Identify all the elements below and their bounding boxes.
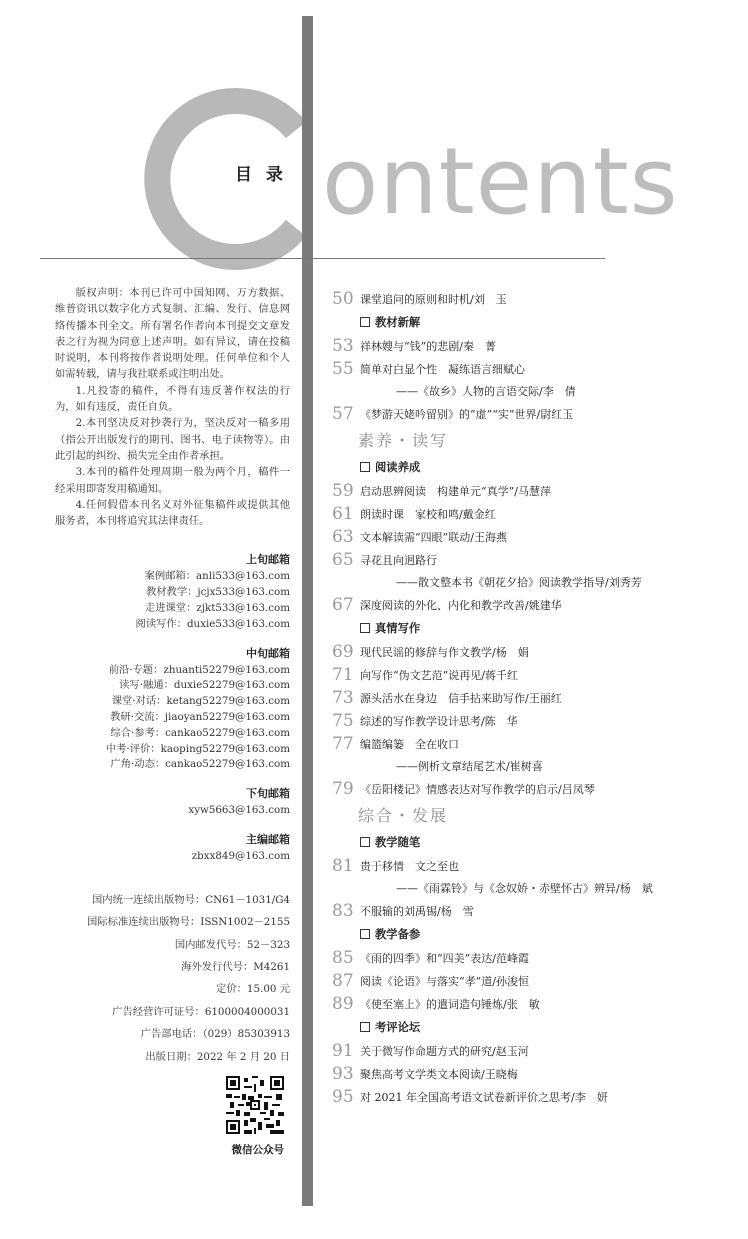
mailbox-title: 中旬邮箱 [246, 646, 290, 660]
toc-page-number: 75 [332, 711, 354, 731]
mailbox-middle [55, 645, 290, 774]
mail-row: 阅读写作：duxie533@163.com [135, 617, 290, 630]
mail-row: 课堂·对话：ketang52279@163.com [111, 695, 290, 708]
toc-item[interactable] [332, 710, 732, 733]
pub-row: 广告经营许可证号：6100004000031 [112, 1005, 290, 1018]
toc-title: 简单对白显个性 凝练语言细赋心 [360, 363, 525, 376]
pub-row: 出版日期：2022 年 2 月 20 日 [145, 1050, 290, 1063]
subsection-label: 教学随笔 [375, 836, 421, 849]
toc-title: 贵于移情 文之至也 [360, 860, 459, 873]
subsection-label: 教学备参 [375, 928, 421, 941]
subsection-label: 阅读养成 [375, 461, 421, 474]
toc-item[interactable] [332, 947, 732, 970]
copyright-paragraph: 4.任何假借本刊名义对外征集稿件或提供其他服务者，本刊将追究其法律责任。 [55, 498, 290, 528]
qr-code-icon [226, 1076, 284, 1134]
toc-item[interactable] [332, 1040, 732, 1063]
toc-item[interactable] [332, 403, 732, 426]
toc-item[interactable] [332, 1063, 732, 1086]
toc-title: 现代民谣的修辞与作文教学/杨 娟 [360, 646, 529, 659]
toc-page-number: 89 [332, 994, 354, 1014]
toc-page-number: 65 [332, 550, 354, 570]
toc-page-number: 67 [332, 595, 354, 615]
toc-column [332, 288, 732, 1109]
mail-row: zbxx849@163.com [191, 850, 290, 863]
toc-title: 祥林嫂与“钱”的悲剧/秦 菁 [360, 340, 496, 353]
toc-item[interactable] [332, 687, 732, 710]
toc-title: 聚焦高考文学类文本阅读/王晓梅 [360, 1068, 518, 1081]
subsection-label: 真情写作 [375, 622, 421, 635]
subsection-label: 教材新解 [375, 316, 421, 329]
subsection-heading [332, 311, 732, 335]
mail-row: 案例邮箱：anli533@163.com [144, 570, 290, 583]
checkbox-square-icon [360, 462, 370, 472]
toc-item[interactable] [332, 358, 732, 403]
toc-title: 对 2021 年全国高考语文试卷新评价之思考/李 妍 [360, 1091, 608, 1104]
pub-row: 海外发行代号：M4261 [181, 961, 290, 974]
copyright-paragraph: 2.本刊坚决反对抄袭行为，坚决反对一稿多用（指公开出版发行的期刊、图书、电子读物等）。由此引起的纠纷、损失完全由作者承担。 [55, 417, 290, 462]
toc-page-number: 93 [332, 1064, 354, 1084]
checkbox-square-icon [360, 317, 370, 327]
subsection-heading [332, 831, 732, 855]
toc-page-number: 57 [332, 404, 354, 424]
toc-item[interactable] [332, 778, 732, 801]
mail-row: 综合·参考：cankao52279@163.com [110, 726, 290, 739]
toc-subtitle: ——例析文章结尾艺术/崔树喜 [396, 760, 543, 773]
toc-title: 深度阅读的外化、内化和教学改善/姚建华 [360, 599, 562, 612]
toc-page-number: 87 [332, 971, 354, 991]
toc-subtitle: ——《故乡》人物的言语交际/李 倩 [396, 385, 576, 398]
toc-item[interactable] [332, 733, 732, 778]
toc-item[interactable] [332, 526, 732, 549]
toc-title: 《使至塞上》的遣词造句锤炼/张 敏 [360, 998, 540, 1011]
checkbox-square-icon [360, 623, 370, 633]
toc-page-number: 50 [332, 289, 354, 309]
toc-item[interactable] [332, 288, 732, 311]
toc-item[interactable] [332, 594, 732, 617]
toc-item[interactable] [332, 1086, 732, 1109]
toc-page-number: 83 [332, 901, 354, 921]
toc-item[interactable] [332, 970, 732, 993]
horizontal-divider [40, 258, 605, 259]
subsection-heading [332, 923, 732, 947]
mail-row: 教研·交流：jiaoyan52279@163.com [110, 711, 290, 724]
toc-page-number: 53 [332, 336, 354, 356]
mailbox-title: 上旬邮箱 [246, 553, 290, 567]
toc-title: 文本解读需“四眼”联动/王海燕 [360, 531, 507, 544]
toc-title: 《雨的四季》和“四美”表达/范峰霞 [360, 952, 529, 965]
toc-item[interactable] [332, 855, 732, 900]
pub-row: 国内邮发代号：52－323 [174, 938, 290, 951]
toc-title: 编篮编篓 全在收口 [360, 738, 459, 751]
mail-row: 读写·融通：duxie52279@163.com [119, 679, 290, 692]
qr-label: 微信公众号 [231, 1144, 284, 1157]
mailbox-upper [55, 551, 290, 632]
left-column [55, 285, 290, 1157]
pub-row: 国内统一连续出版物号：CN61－1031/G4 [91, 893, 290, 906]
copyright-notice [55, 285, 290, 529]
pub-row: 国际标准连续出版物号：ISSN1002－2155 [87, 916, 290, 929]
copyright-paragraph: 1.凡投寄的稿件，不得有违反著作权法的行为，如有违反，责任自负。 [55, 384, 290, 414]
pub-row: 定价：15.00 元 [216, 983, 290, 996]
mail-row: 前沿·专题：zhuanti52279@163.com [108, 663, 290, 676]
toc-page-number: 95 [332, 1087, 354, 1107]
toc-page-number: 85 [332, 948, 354, 968]
vertical-divider [302, 16, 313, 1206]
toc-page-number: 91 [332, 1041, 354, 1061]
toc-page-number: 59 [332, 481, 354, 501]
toc-page-number: 63 [332, 527, 354, 547]
toc-page-number: 79 [332, 779, 354, 799]
pub-row: 广告部电话：（029）85303913 [140, 1028, 290, 1041]
toc-title: 综述的写作教学设计思考/陈 华 [360, 715, 518, 728]
toc-title: 启动思辨阅读 构建单元“真学”/马慧萍 [360, 485, 551, 498]
toc-title: 《梦游天姥吟留别》的“虚”“实”世界/尉红玉 [360, 408, 574, 421]
toc-page-number: 61 [332, 504, 354, 524]
mailbox-editor [55, 831, 290, 865]
publication-info [55, 889, 290, 1068]
toc-subtitle: ——《雨霖铃》与《念奴娇・赤壁怀古》辨异/杨 斌 [396, 882, 653, 895]
copyright-paragraph: 3.本刊的稿件处理周期一般为两个月，稿件一经采用即寄发用稿通知。 [55, 466, 290, 495]
mailbox-title: 主编邮箱 [246, 833, 290, 847]
mailbox-title: 下旬邮箱 [246, 787, 290, 801]
toc-title: 源头活水在身边 信手拈来助写作/王丽红 [360, 692, 562, 705]
toc-title: 不服输的刘禹锡/杨 雪 [360, 905, 474, 918]
toc-item[interactable] [332, 480, 732, 503]
toc-title: 寻花且向迥路行 [360, 554, 437, 567]
subsection-heading [332, 1016, 732, 1040]
mail-row: 广角·动态：cankao52279@163.com [110, 758, 290, 771]
subsection-heading [332, 456, 732, 480]
page-title-mulu: 目 录 [235, 165, 287, 185]
checkbox-square-icon [360, 929, 370, 939]
toc-subtitle: ——散文整本书《朝花夕拾》阅读教学指导/刘秀芳 [396, 576, 642, 589]
toc-page-number: 71 [332, 665, 354, 685]
mail-row: 走进课堂：zjkt533@163.com [144, 602, 290, 615]
toc-page-number: 69 [332, 642, 354, 662]
toc-item[interactable] [332, 664, 732, 687]
toc-title: 向写作“伪文艺范”说再见/蒋千红 [360, 669, 518, 682]
toc-item[interactable] [332, 549, 732, 594]
checkbox-square-icon [360, 837, 370, 847]
toc-title: 关于微写作命题方式的研究/赵玉河 [360, 1045, 529, 1058]
checkbox-square-icon [360, 1022, 370, 1032]
mail-row: 中考·评价：kaoping52279@163.com [105, 742, 290, 755]
toc-page-number: 77 [332, 734, 354, 754]
toc-title: 课堂追问的原则和时机/刘 玉 [360, 293, 507, 306]
contents-word: ontents [322, 128, 679, 235]
mail-row: 教材教学：jcjx533@163.com [145, 586, 290, 599]
copyright-paragraph: 版权声明：本刊已许可中国知网、万方数据、维普资讯以数字化方式复制、汇编、发行、信息网络传播本刊全文。所有署名作者向本刊提交文章发表之行为视为同意上述声明。如有异议，请在投稿时说明，本刊将按作者说明处理。任何单位和个人如需转载，请与我社联系或注明出处。 [55, 287, 290, 381]
toc-page-number: 55 [332, 359, 354, 379]
toc-title: 阅读《论语》与落实“孝”道/孙浚恒 [360, 975, 529, 988]
toc-title: 《岳阳楼记》情感表达对写作教学的启示/吕凤琴 [360, 783, 595, 796]
mail-row: xyw5663@163.com [188, 804, 290, 817]
section-heading: 素养・读写 [358, 431, 449, 450]
section-heading: 综合・发展 [358, 806, 449, 825]
toc-item[interactable] [332, 335, 732, 358]
qr-wrap [55, 1076, 290, 1157]
toc-item[interactable] [332, 993, 732, 1016]
mailbox-lower [55, 785, 290, 819]
toc-item[interactable] [332, 503, 732, 526]
toc-page-number: 81 [332, 856, 354, 876]
toc-item[interactable] [332, 900, 732, 923]
subsection-label: 考评论坛 [375, 1021, 421, 1034]
big-c-letter [128, 78, 328, 278]
toc-title: 朗读时课 家校和鸣/戴金红 [360, 508, 496, 521]
toc-item[interactable] [332, 641, 732, 664]
subsection-heading [332, 617, 732, 641]
toc-page-number: 73 [332, 688, 354, 708]
